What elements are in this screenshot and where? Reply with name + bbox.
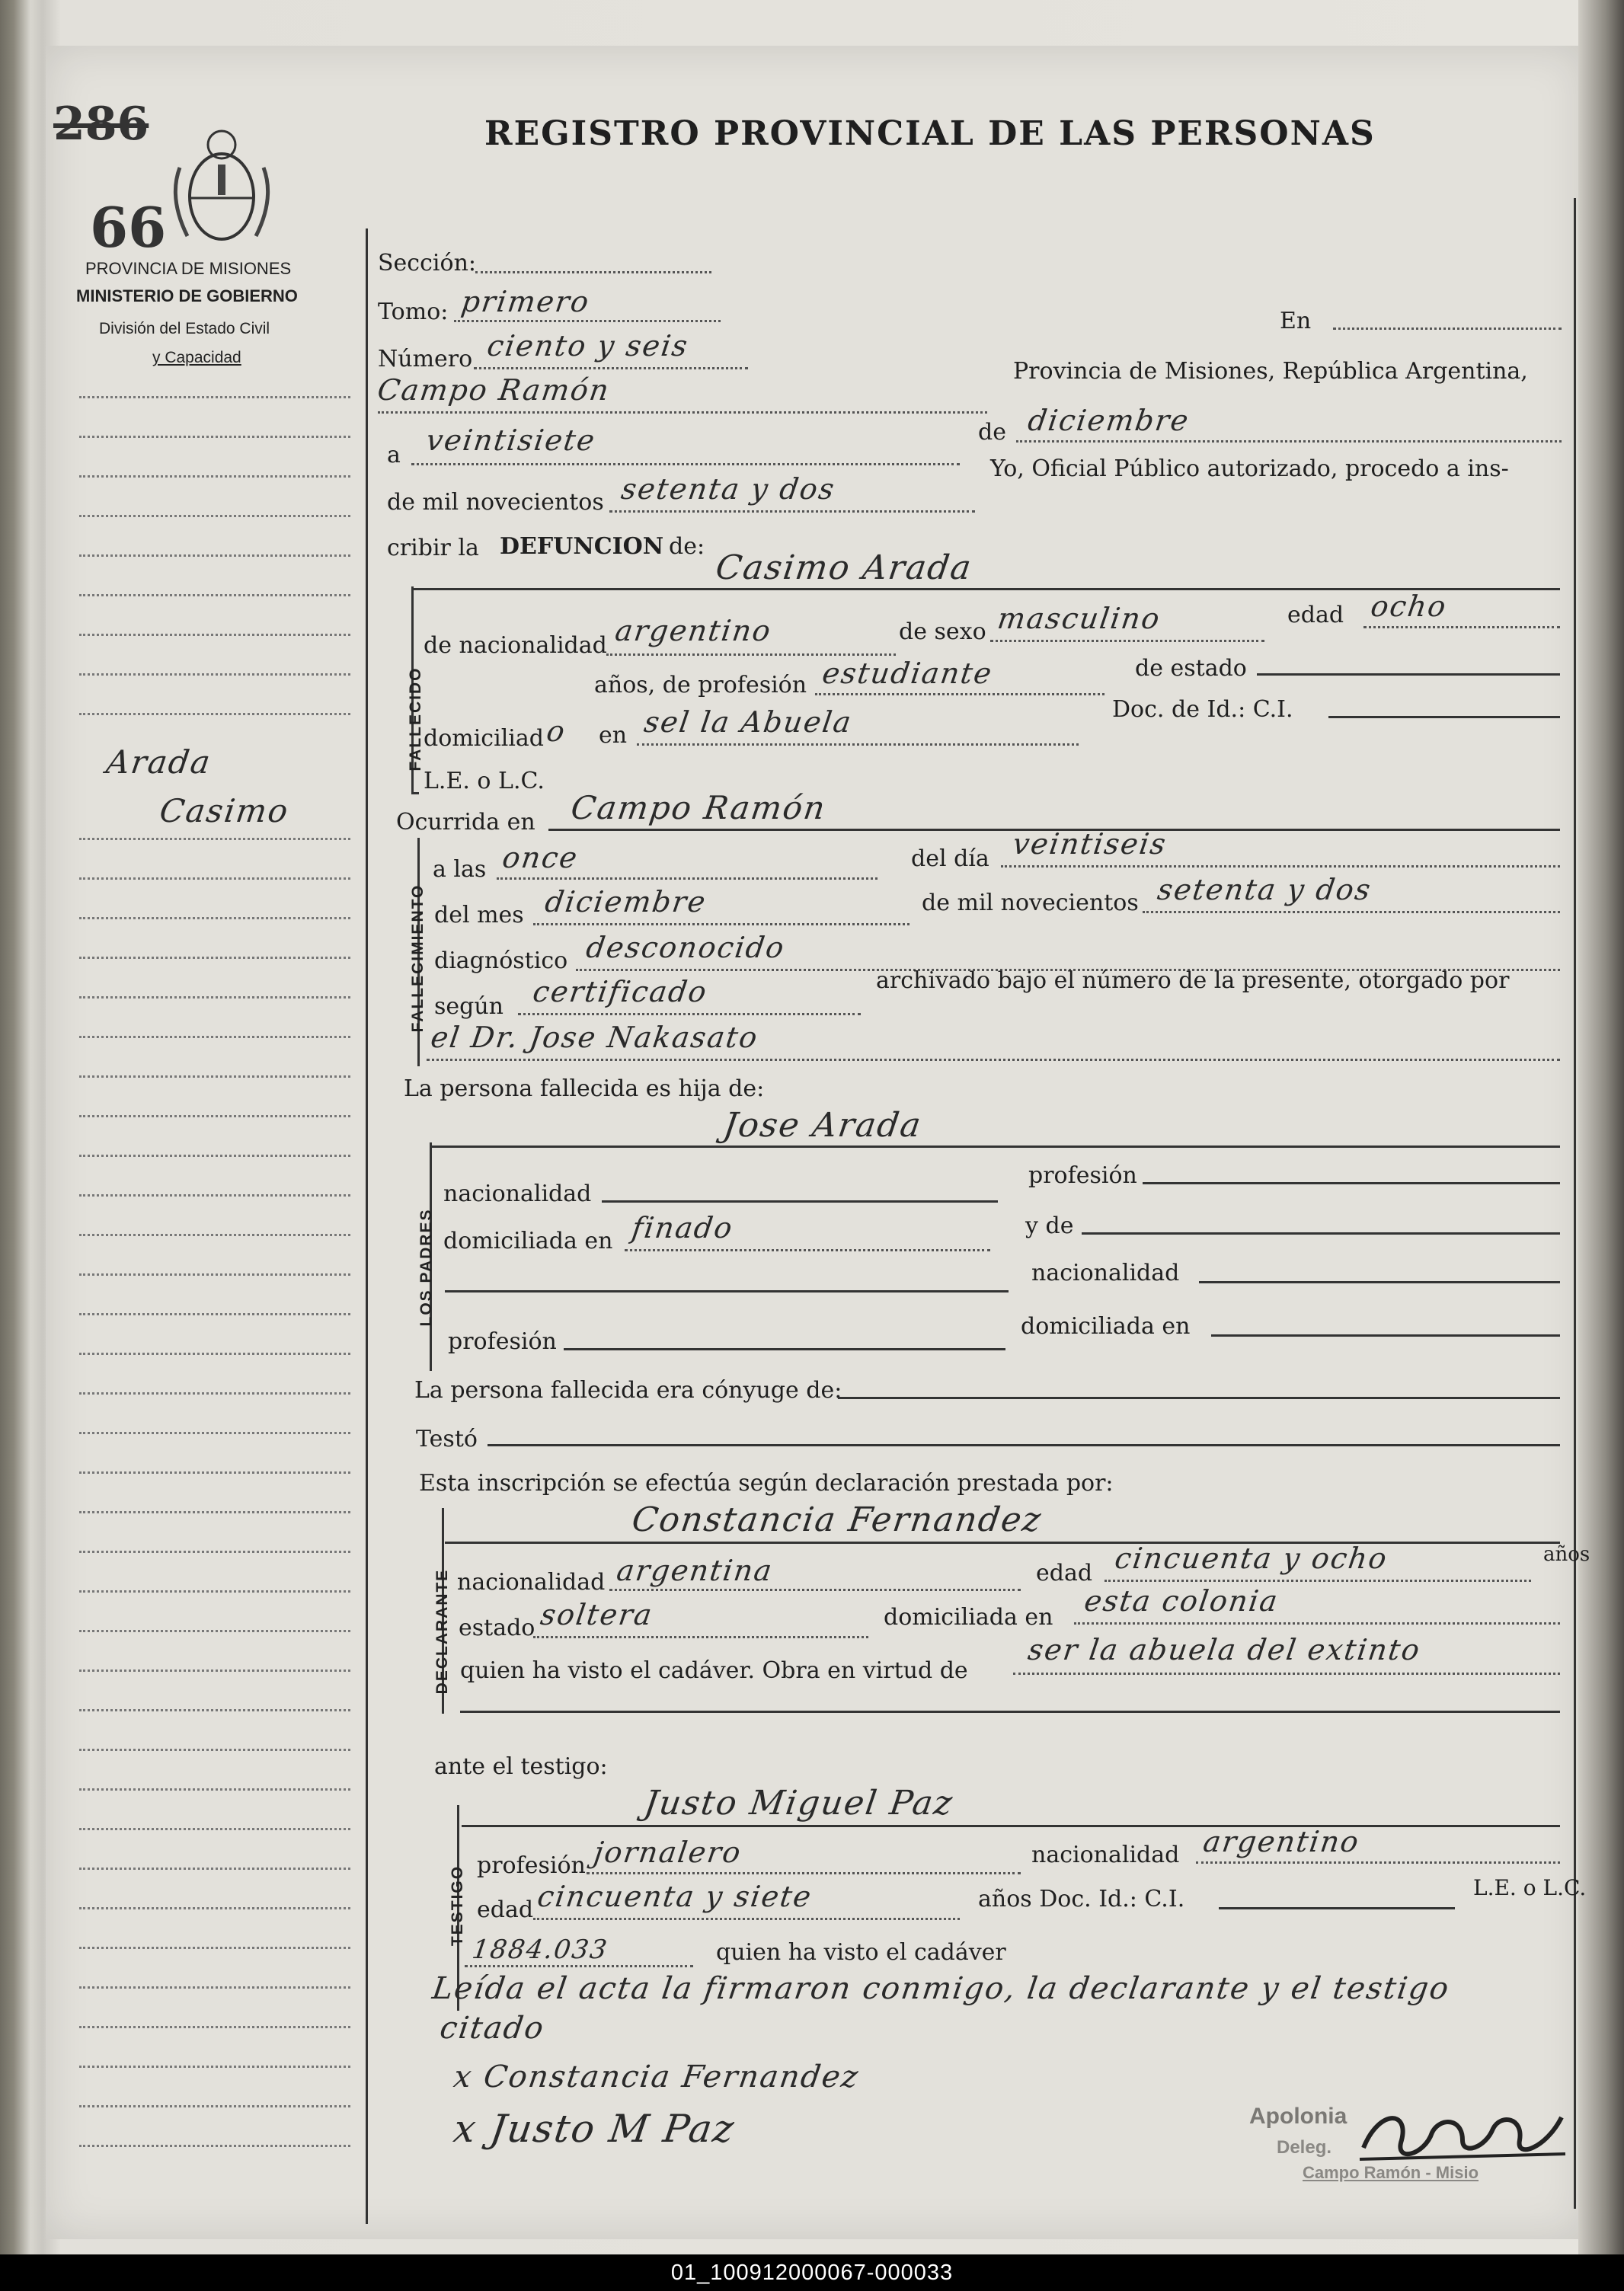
oficial-text: Yo, Oficial Público autorizado, procedo a ins- xyxy=(990,455,1509,482)
fallecido-nacionalidad-value: argentino xyxy=(612,614,774,647)
province-text: Provincia de Misiones, República Argentina, xyxy=(1013,358,1528,385)
image-filename-label: 01_100912000067-000033 xyxy=(670,2261,954,2285)
column-divider xyxy=(366,228,368,2224)
fallecido-domiciliado-suffix: o xyxy=(544,714,568,748)
cribir-text: cribir la xyxy=(387,535,479,561)
segun-value: certificado xyxy=(530,975,710,1008)
testigo-profesion-label: profesión xyxy=(477,1852,586,1879)
fallecido-sexo-label: de sexo xyxy=(899,618,986,645)
testo-label: Testó xyxy=(416,1426,478,1452)
fallecido-en-label: en xyxy=(599,722,628,749)
declarante-virtud-value: ser la abuela del extinto xyxy=(1025,1633,1424,1666)
right-border xyxy=(1574,198,1576,2209)
official-stamp-line-1: Apolonia xyxy=(1249,2104,1347,2129)
deceased-name: Casimo Arada xyxy=(713,548,975,587)
year-value: setenta y dos xyxy=(619,472,838,506)
padres-nacionalidad-label: nacionalidad xyxy=(443,1181,592,1207)
ante-testigo-label: ante el testigo: xyxy=(434,1753,608,1780)
archivado-text: archivado bajo el número de la presente, otorgado por xyxy=(876,967,1510,994)
fallecido-doc-label: Doc. de Id.: C.I. xyxy=(1112,696,1293,723)
testigo-section-label: TESTIGO xyxy=(449,1864,466,1947)
testigo-nacionalidad-value: argentino xyxy=(1200,1825,1362,1858)
del-mes-value: diciembre xyxy=(542,885,709,919)
agency-line-3: División del Estado Civil xyxy=(99,320,270,337)
declarante-section-label: DECLARANTE xyxy=(433,1568,451,1695)
testigo-profesion-value: jornalero xyxy=(591,1836,744,1869)
fallecido-edad-value: ocho xyxy=(1368,590,1450,623)
agency-line-4: y Capacidad xyxy=(152,349,241,366)
declarante-nacionalidad-value: argentina xyxy=(614,1554,775,1587)
testigo-anos-doc-label: años Doc. Id.: C.I. xyxy=(978,1886,1185,1912)
declarante-domicilio-value: esta colonia xyxy=(1082,1584,1281,1618)
inscripcion-text: Esta inscripción se efectúa según declaración prestada por: xyxy=(419,1470,1114,1497)
padres-section-label: LOS PADRES xyxy=(417,1208,435,1327)
official-stamp-line-3: Campo Ramón - Misio xyxy=(1303,2163,1479,2182)
del-dia-value: veintiseis xyxy=(1010,827,1169,861)
de-label: de xyxy=(978,419,1006,446)
seccion-label: Sección: xyxy=(378,250,476,276)
padres-y-de-label: y de xyxy=(1025,1213,1074,1239)
padres-domiciliada-label: domiciliada en xyxy=(443,1228,613,1254)
diagnostico-label: diagnóstico xyxy=(434,947,568,974)
ocurrida-value: Campo Ramón xyxy=(568,789,829,826)
testigo-nacionalidad-label: nacionalidad xyxy=(1031,1842,1180,1868)
place-value: Campo Ramón xyxy=(375,373,612,407)
fallecido-sexo-value: masculino xyxy=(995,602,1163,635)
diagnostico-value: desconocido xyxy=(583,931,788,964)
padres-profesion-label: profesión xyxy=(1028,1162,1137,1189)
testigo-edad-value: cincuenta y siete xyxy=(535,1880,815,1913)
en-label: En xyxy=(1280,308,1312,334)
declarante-edad-value: cincuenta y ocho xyxy=(1112,1542,1390,1575)
testigo-name: Justo Miguel Paz xyxy=(641,1784,957,1823)
defuncion-de: de: xyxy=(669,533,705,560)
declarante-domiciliada-label: domiciliada en xyxy=(884,1604,1053,1631)
fallecido-profesion-value: estudiante xyxy=(820,657,996,690)
declarante-quien-text: quien ha visto el cadáver. Obra en virtud de xyxy=(460,1657,968,1684)
closing-line-2: citado xyxy=(437,2011,548,2046)
day-value: veintisiete xyxy=(424,423,599,457)
book-binding-edge xyxy=(1578,0,1624,2254)
fallecido-domiciliado-label: domiciliad xyxy=(424,725,544,752)
declarante-signature: x Constancia Fernandez xyxy=(451,2059,862,2094)
padres-profesion2-label: profesión xyxy=(448,1328,557,1355)
declarante-anos-label: años xyxy=(1543,1543,1590,1566)
coat-of-arms-icon xyxy=(165,122,279,253)
margin-note-surname: Arada xyxy=(104,743,214,781)
closing-line-1: Leída el acta la firmaron conmigo, la declarante y el testigo xyxy=(430,1971,1453,2006)
testigo-le-lc-label: L.E. o L.C. xyxy=(1473,1875,1587,1900)
padres-domiciliada2-label: domiciliada en xyxy=(1021,1313,1191,1340)
year-label: de mil novecientos xyxy=(387,489,604,516)
tomo-label: Tomo: xyxy=(378,299,449,325)
fallecido-profesion-label: años, de profesión xyxy=(594,672,807,698)
declarante-estado-label: estado xyxy=(459,1615,535,1641)
fallecido-nacionalidad-label: de nacionalidad xyxy=(424,632,607,659)
defuncion-text: DEFUNCION xyxy=(500,533,664,560)
fallecido-estado-label: de estado xyxy=(1135,655,1247,682)
fallecido-le-lc-label: L.E. o L.C. xyxy=(424,768,545,794)
declarante-nacionalidad-label: nacionalidad xyxy=(457,1569,606,1596)
declarante-estado-value: soltera xyxy=(538,1598,656,1631)
doctor-value: el Dr. Jose Nakasato xyxy=(428,1021,761,1054)
official-stamp-line-2: Deleg. xyxy=(1277,2137,1332,2158)
month-value: diciembre xyxy=(1025,404,1192,437)
declarante-edad-label: edad xyxy=(1036,1560,1093,1586)
fallecimiento-section-label: FALLECIMIENTO xyxy=(409,883,427,1033)
del-mes-label: del mes xyxy=(434,902,524,928)
argentine-coat-of-arms xyxy=(165,122,279,253)
fallecido-edad-label: edad xyxy=(1287,602,1344,628)
margin-note-name: Casimo xyxy=(157,792,292,829)
agency-line-1: PROVINCIA DE MISIONES xyxy=(85,259,292,278)
padre-name: Jose Arada xyxy=(721,1106,925,1145)
a-label: a xyxy=(387,442,401,468)
testigo-signature: x Justo M Paz xyxy=(450,2107,738,2151)
fallecimiento-mil-value: setenta y dos xyxy=(1155,873,1374,906)
padres-domicilio-value: finado xyxy=(629,1211,736,1245)
testigo-quien-text: quien ha visto el cadáver xyxy=(716,1939,1006,1966)
padres-nacionalidad2-label: nacionalidad xyxy=(1031,1260,1180,1286)
declarante-name: Constancia Fernandez xyxy=(629,1500,1045,1539)
a-las-value: once xyxy=(500,841,581,874)
fallecido-domicilio-value: sel la Abuela xyxy=(641,705,855,739)
fallecimiento-mil-label: de mil novecientos xyxy=(922,890,1139,916)
conyuge-label: La persona fallecida era cónyuge de: xyxy=(414,1377,842,1404)
numero-value: ciento y seis xyxy=(484,329,691,363)
a-las-label: a las xyxy=(433,856,487,883)
fallecido-section-label: FALLECIDO xyxy=(407,666,424,772)
testigo-edad-label: edad xyxy=(477,1896,534,1923)
document-title: REGISTRO PROVINCIAL DE LAS PERSONAS xyxy=(484,114,1376,153)
ocurrida-label: Ocurrida en xyxy=(396,809,535,836)
padres-intro: La persona fallecida es hija de: xyxy=(404,1075,765,1102)
agency-line-2: MINISTERIO DE GOBIERNO xyxy=(76,286,298,305)
entry-number: 66 xyxy=(90,195,167,260)
numero-label: Número xyxy=(378,346,473,372)
tomo-value: primero xyxy=(459,285,593,318)
del-dia-label: del día xyxy=(911,845,989,872)
folio-number: 286 xyxy=(53,97,149,151)
testigo-doc-number: 1884.033 xyxy=(470,1935,611,1965)
segun-label: según xyxy=(434,993,504,1020)
